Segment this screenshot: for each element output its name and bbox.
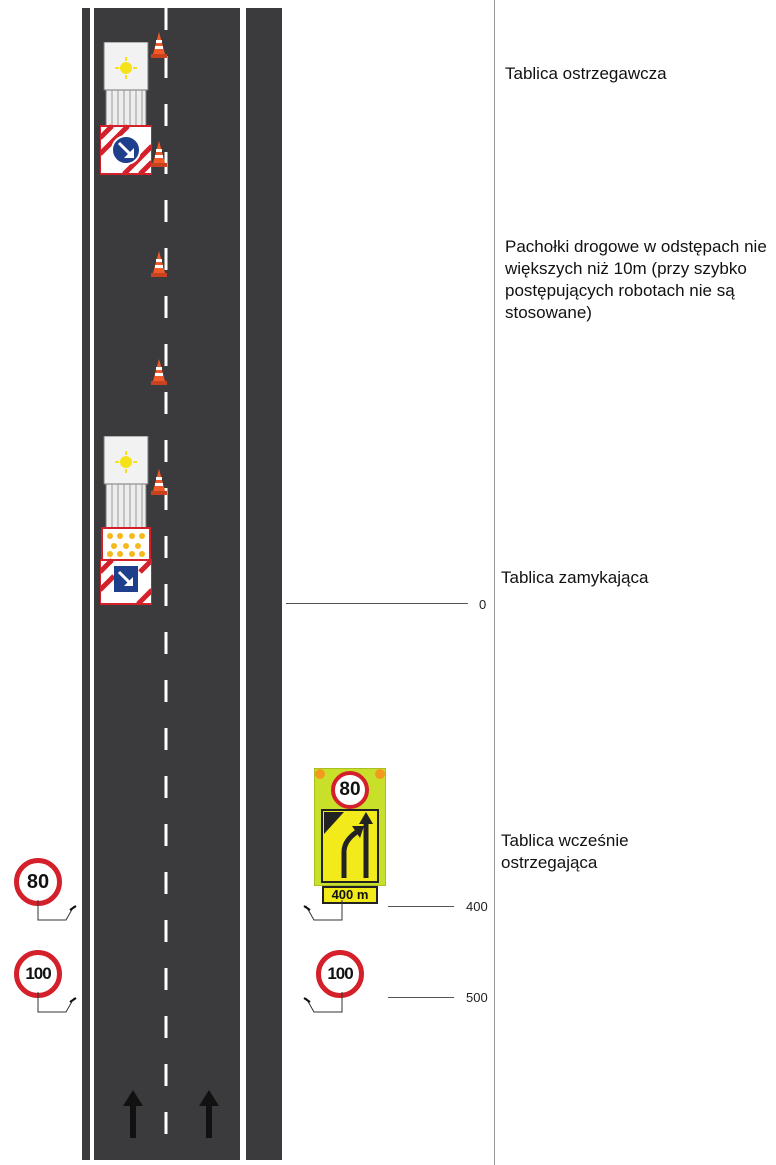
speed-limit-value: 100 — [25, 964, 51, 983]
sign-post-left-80 — [36, 900, 80, 924]
center-dashed-line — [160, 8, 172, 1160]
label-cones: Pachołki drogowe w odstępach nie większych niż 10m (przy szybko postępujących robotach nie są stosowane) — [505, 237, 767, 322]
traffic-cone — [151, 251, 167, 277]
distance-line-400 — [388, 906, 454, 907]
distance-line-500 — [388, 997, 454, 998]
distance-marker-400: 400 — [466, 899, 488, 914]
traffic-cone — [151, 469, 167, 495]
distance-line-0 — [286, 603, 468, 604]
rear-vehicle-with-closing-board — [100, 436, 152, 606]
distance-marker-0: 0 — [479, 597, 487, 612]
lane-arrow-right — [199, 1090, 219, 1138]
section-divider — [494, 0, 495, 1165]
sign-post-left-100 — [36, 992, 80, 1016]
speed-limit-80-sign-left — [14, 858, 62, 906]
label-closing-board: Tablica zamykająca — [501, 568, 649, 587]
early-warning-board — [314, 768, 386, 906]
speed-limit-100-sign-left — [14, 950, 62, 998]
speed-limit-value: 100 — [327, 964, 353, 983]
distance-marker-500: 500 — [466, 990, 488, 1005]
road-shoulder-gap — [240, 8, 246, 1160]
lane-arrow-left — [123, 1090, 143, 1138]
traffic-cone — [151, 141, 167, 167]
lead-vehicle-with-warning-board — [100, 42, 152, 176]
label-early-warning-board: Tablica wcześnie ostrzegająca — [501, 831, 629, 872]
label-warning-board: Tablica ostrzegawcza — [505, 64, 667, 83]
traffic-cone — [151, 359, 167, 385]
speed-limit-100-sign-right — [316, 950, 364, 998]
traffic-cone — [151, 32, 167, 58]
board-distance-plate: 400 m — [322, 886, 378, 904]
left-edge-line — [90, 8, 94, 1160]
board-speed-value: 80 — [339, 779, 361, 800]
sign-post-right-100 — [298, 992, 344, 1016]
sign-post-right-board — [298, 900, 344, 924]
speed-limit-value: 80 — [26, 871, 50, 893]
